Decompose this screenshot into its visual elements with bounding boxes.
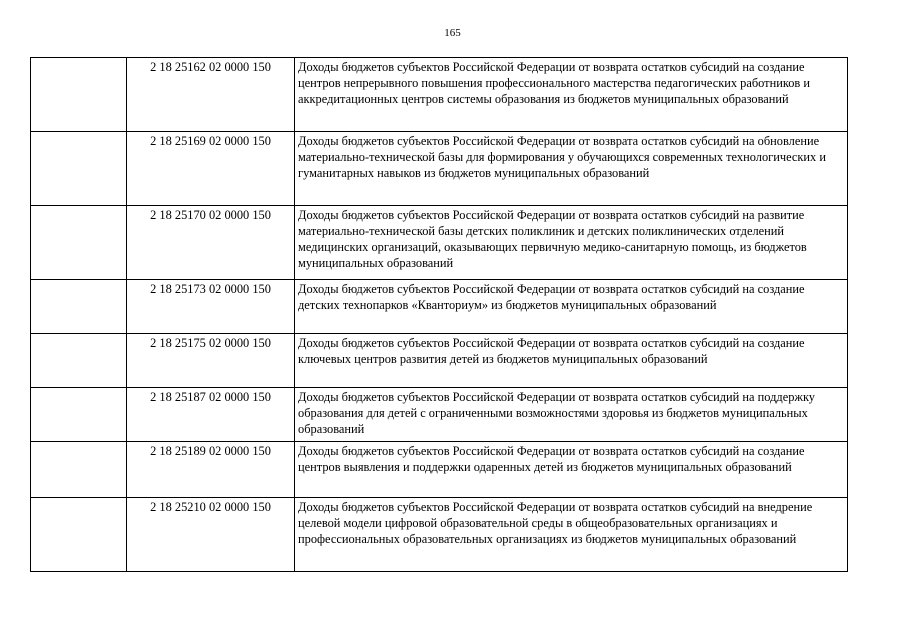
budget-code-cell: 2 18 25187 02 0000 150 xyxy=(127,388,295,442)
description-cell: Доходы бюджетов субъектов Российской Федерации от возврата остатков субсидий на создание центров непрерывного повышения профессионального мастерства педагогических работников и аккредитационных центров системы образования из бюджетов муниципальных образований xyxy=(295,58,848,132)
admin-code-cell xyxy=(31,498,127,572)
budget-code-cell: 2 18 25162 02 0000 150 xyxy=(127,58,295,132)
table-row xyxy=(31,280,848,334)
admin-code-cell xyxy=(31,280,127,334)
admin-code-cell xyxy=(31,334,127,388)
budget-code-cell: 2 18 25210 02 0000 150 xyxy=(127,498,295,572)
budget-code-cell: 2 18 25169 02 0000 150 xyxy=(127,132,295,206)
table-row xyxy=(31,388,848,442)
admin-code-cell xyxy=(31,132,127,206)
admin-code-cell xyxy=(31,206,127,280)
table-row xyxy=(31,58,848,132)
description-cell: Доходы бюджетов субъектов Российской Федерации от возврата остатков субсидий на обновление материально-технической базы для формирования у обучающихся современных технологических и гуманитарных навыков из бюджетов муниципальных образований xyxy=(295,132,848,206)
description-cell: Доходы бюджетов субъектов Российской Федерации от возврата остатков субсидий на создание центров выявления и поддержки одаренных детей из бюджетов муниципальных образований xyxy=(295,442,848,498)
admin-code-cell xyxy=(31,58,127,132)
description-cell: Доходы бюджетов субъектов Российской Федерации от возврата остатков субсидий на внедрение целевой модели цифровой образовательной среды в общеобразовательных организациях и профессиональных образовательных организациях из бюджетов муниципальных образований xyxy=(295,498,848,572)
budget-code-cell: 2 18 25173 02 0000 150 xyxy=(127,280,295,334)
budget-code-cell: 2 18 25189 02 0000 150 xyxy=(127,442,295,498)
page-number: 165 xyxy=(444,27,461,39)
table-row xyxy=(31,442,848,498)
description-cell: Доходы бюджетов субъектов Российской Федерации от возврата остатков субсидий на развитие материально-технической базы детских поликлиник и детских поликлинических отделений медицинских организаций, оказывающих первичную медико-санитарную помощь, из бюджетов муниципальных образований xyxy=(295,206,848,280)
table-row xyxy=(31,334,848,388)
budget-classification-table xyxy=(30,57,848,572)
description-cell: Доходы бюджетов субъектов Российской Федерации от возврата остатков субсидий на создание детских технопарков «Кванториум» из бюджетов муниципальных образований xyxy=(295,280,848,334)
admin-code-cell xyxy=(31,388,127,442)
budget-code-cell: 2 18 25170 02 0000 150 xyxy=(127,206,295,280)
table-row xyxy=(31,206,848,280)
admin-code-cell xyxy=(31,442,127,498)
table-row xyxy=(31,498,848,572)
description-cell: Доходы бюджетов субъектов Российской Федерации от возврата остатков субсидий на создание ключевых центров развития детей из бюджетов муниципальных образований xyxy=(295,334,848,388)
table-row xyxy=(31,132,848,206)
budget-code-cell: 2 18 25175 02 0000 150 xyxy=(127,334,295,388)
description-cell: Доходы бюджетов субъектов Российской Федерации от возврата остатков субсидий на поддержку образования для детей с ограниченными возможностями здоровья из бюджетов муниципальных образований xyxy=(295,388,848,442)
